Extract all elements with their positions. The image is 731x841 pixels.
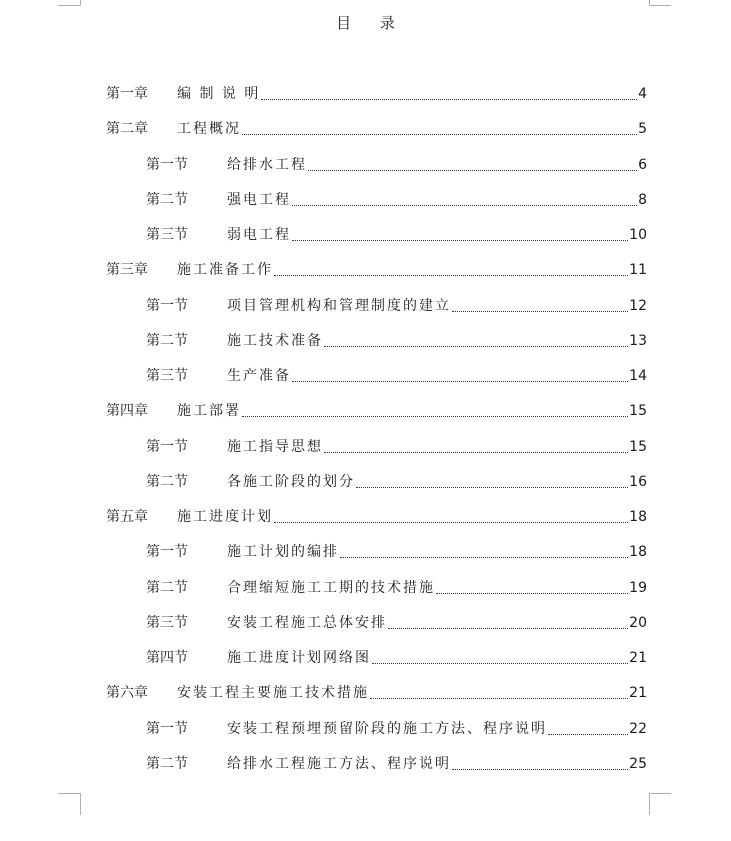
toc-text: 施工部署 (177, 403, 241, 419)
toc-label: 第四章 (106, 403, 148, 419)
toc-text: 合理缩短施工工期的技术措施 (227, 580, 435, 596)
toc-text: 安装工程主要施工技术措施 (177, 685, 369, 701)
toc-label: 第二节 (146, 192, 188, 208)
toc-leader-dots (452, 310, 628, 312)
toc-entry[interactable] (146, 613, 647, 633)
toc-label: 第一节 (146, 439, 188, 455)
toc-label: 第二节 (146, 756, 188, 772)
toc-label: 第三节 (146, 615, 188, 631)
toc-leader-dots (324, 345, 628, 347)
toc-leader-dots (356, 486, 628, 488)
toc-page-number: 21 (629, 650, 647, 666)
toc-page-number: 6 (638, 157, 647, 173)
toc-page-number: 13 (629, 333, 647, 349)
toc-text: 施工指导思想 (227, 439, 323, 455)
toc-leader-dots (548, 733, 628, 735)
toc-leader-dots (242, 415, 628, 417)
toc-label: 第五章 (106, 509, 148, 525)
toc-leader-dots (308, 169, 637, 171)
toc-label: 第一节 (146, 721, 188, 737)
toc-label: 第三章 (106, 262, 148, 278)
toc-leader-dots (340, 556, 628, 558)
toc-page-number: 10 (629, 227, 647, 243)
toc-entry[interactable] (146, 472, 647, 492)
toc-page-number: 11 (629, 262, 647, 278)
toc-page-number: 20 (629, 615, 647, 631)
toc-label: 第一章 (106, 86, 148, 102)
toc-entry[interactable] (146, 719, 647, 739)
toc-leader-dots (274, 521, 628, 523)
toc-entry[interactable] (106, 401, 647, 421)
toc-text: 编 制 说 明 (177, 86, 261, 102)
toc-entry[interactable] (106, 507, 647, 527)
toc-entry[interactable] (106, 84, 647, 104)
toc-page-number: 14 (629, 368, 647, 384)
toc-leader-dots (292, 380, 628, 382)
toc-text: 强电工程 (227, 192, 291, 208)
toc-label: 第二节 (146, 474, 188, 490)
toc-text: 施工进度计划网络图 (227, 650, 371, 666)
toc-text: 生产准备 (227, 368, 291, 384)
toc-label: 第三节 (146, 227, 188, 243)
toc-text: 安装工程预埋预留阶段的施工方法、程序说明 (227, 721, 547, 737)
toc-page-number: 25 (629, 756, 647, 772)
toc-page-number: 18 (629, 509, 647, 525)
toc-page-number: 15 (629, 439, 647, 455)
toc-entry[interactable] (146, 155, 647, 175)
toc-label: 第六章 (106, 685, 148, 701)
toc-text: 施工进度计划 (177, 509, 273, 525)
toc-page-number: 21 (629, 685, 647, 701)
toc-entry[interactable] (146, 331, 647, 351)
toc-entry[interactable] (146, 648, 647, 668)
toc-text: 施工技术准备 (227, 333, 323, 349)
toc-leader-dots (292, 239, 628, 241)
toc-text: 给排水工程 (227, 157, 307, 173)
toc-entry[interactable] (146, 296, 647, 316)
toc-entry[interactable] (146, 366, 647, 386)
toc-page-number: 4 (638, 86, 647, 102)
toc-page-number: 12 (629, 298, 647, 314)
toc-leader-dots (274, 274, 628, 276)
toc-label: 第一节 (146, 157, 188, 173)
toc-page-number: 19 (629, 580, 647, 596)
toc-entry[interactable] (146, 542, 647, 562)
toc-leader-dots (292, 204, 637, 206)
toc-label: 第二节 (146, 333, 188, 349)
toc-leader-dots (388, 627, 628, 629)
toc-label: 第二章 (106, 121, 148, 137)
toc-entry[interactable] (106, 119, 647, 139)
toc-leader-dots (370, 697, 628, 699)
toc-entry[interactable] (146, 190, 647, 210)
toc-text: 施工准备工作 (177, 262, 273, 278)
toc-entry[interactable] (146, 578, 647, 598)
toc-page-number: 8 (638, 192, 647, 208)
toc-leader-dots (242, 133, 637, 135)
toc-text: 弱电工程 (227, 227, 291, 243)
toc-entry[interactable] (146, 437, 647, 457)
toc-leader-dots (436, 592, 628, 594)
toc-page-number: 16 (629, 474, 647, 490)
toc-page-number: 15 (629, 403, 647, 419)
toc-entry[interactable] (106, 683, 647, 703)
toc-leader-dots (261, 98, 637, 100)
page-title: 目 录 (336, 14, 407, 32)
toc-label: 第四节 (146, 650, 188, 666)
toc-text: 安装工程施工总体安排 (227, 615, 387, 631)
toc-page-number: 5 (638, 121, 647, 137)
toc-page-number: 22 (629, 721, 647, 737)
toc-text: 各施工阶段的划分 (227, 474, 355, 490)
toc-page-number: 18 (629, 544, 647, 560)
toc-text: 项目管理机构和管理制度的建立 (227, 298, 451, 314)
toc-label: 第二节 (146, 580, 188, 596)
toc-label: 第三节 (146, 368, 188, 384)
toc-leader-dots (452, 768, 628, 770)
toc-entry[interactable] (146, 754, 647, 774)
toc-text: 工程概况 (177, 121, 241, 137)
toc-leader-dots (372, 662, 628, 664)
toc-entry[interactable] (146, 225, 647, 245)
toc-entry[interactable] (106, 260, 647, 280)
toc-label: 第一节 (146, 544, 188, 560)
toc-text: 给排水工程施工方法、程序说明 (227, 756, 451, 772)
toc-label: 第一节 (146, 298, 188, 314)
toc-text: 施工计划的编排 (227, 544, 339, 560)
toc-leader-dots (324, 451, 628, 453)
